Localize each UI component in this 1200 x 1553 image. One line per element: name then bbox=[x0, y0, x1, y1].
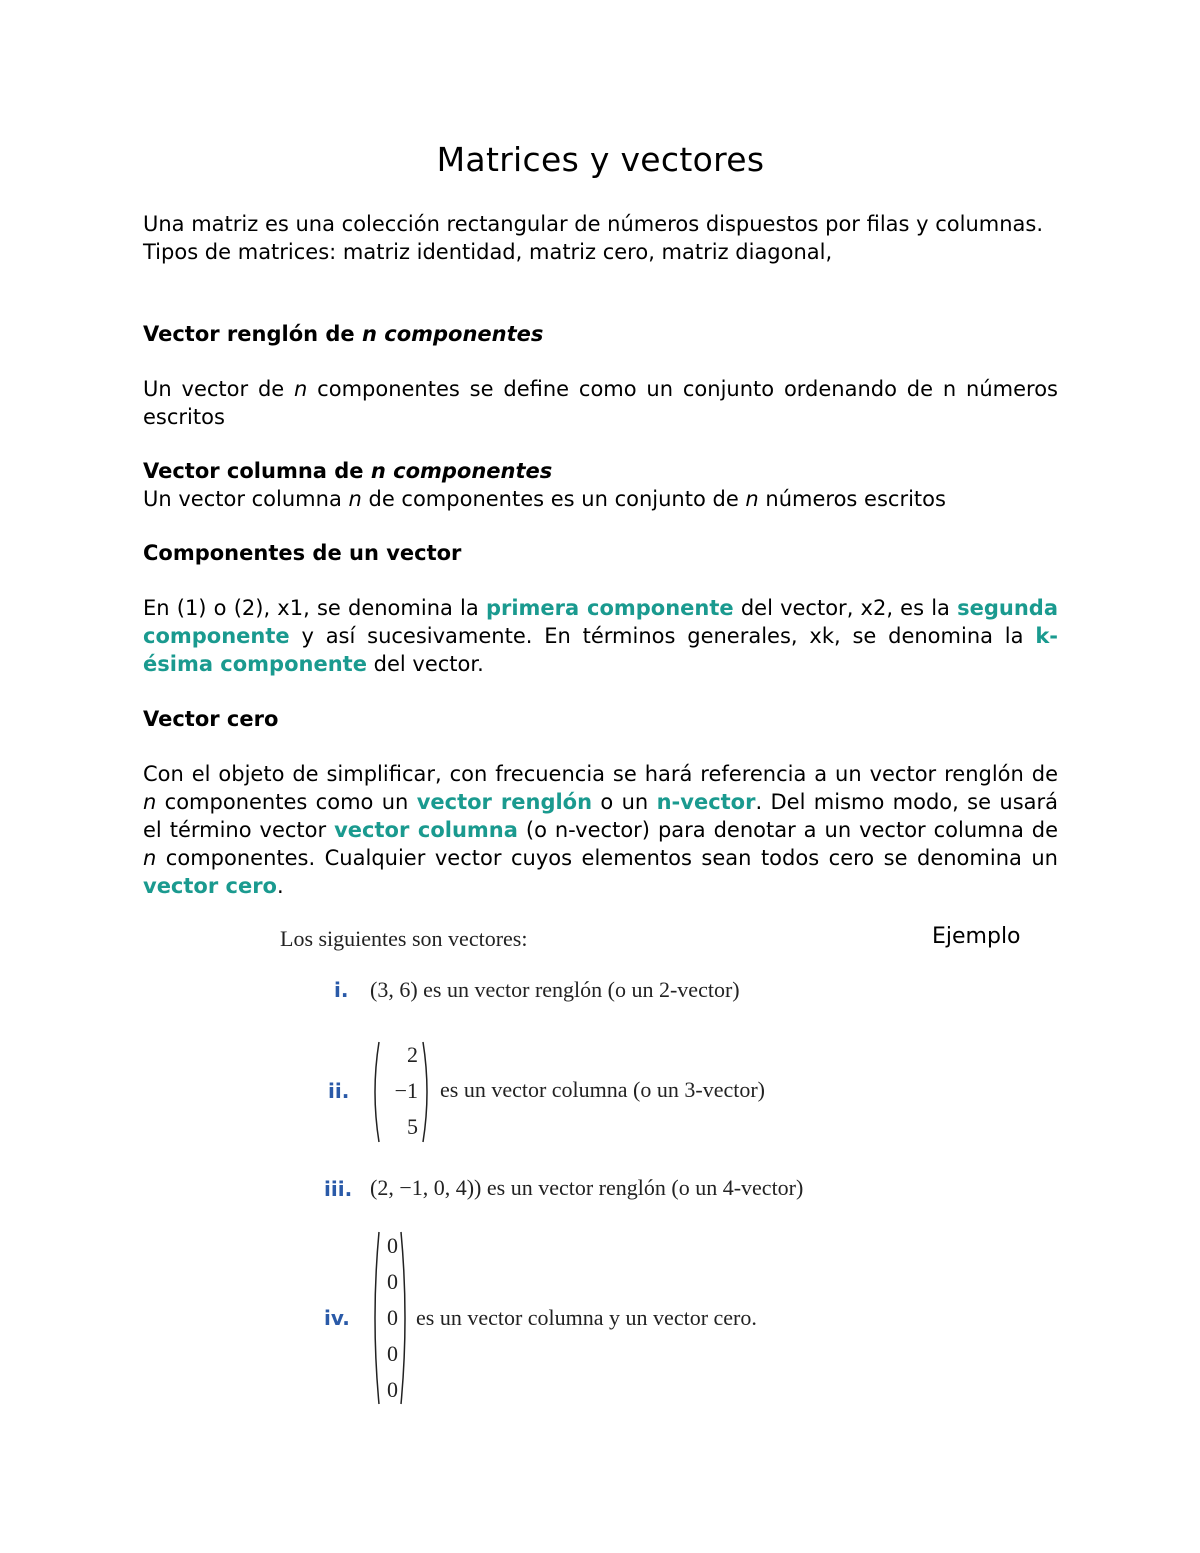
item-text: (2, −1, 0, 4)) es un vector renglón (o un 4-vector) bbox=[370, 1175, 804, 1200]
row-vector-paragraph bbox=[143, 375, 1058, 431]
vector-value: −1 bbox=[394, 1078, 418, 1103]
italic-n: n bbox=[143, 846, 157, 870]
heading-column-vector bbox=[143, 457, 552, 485]
body-text: Un vector de bbox=[143, 377, 295, 401]
heading-text: Vector columna de bbox=[143, 459, 371, 483]
vector-value: 0 bbox=[387, 1305, 398, 1330]
right-paren-icon bbox=[400, 1230, 410, 1406]
body-text: Con el objeto de simplificar, con frecuencia se hará referencia a un vector renglón de bbox=[143, 762, 1058, 786]
intro-line-2: Tipos de matrices: matriz identidad, matriz cero, matriz diagonal, bbox=[143, 240, 833, 264]
column-vector-iv bbox=[370, 1230, 410, 1406]
body-text: . Del mismo modo, se usará el término vector bbox=[143, 790, 1059, 842]
heading-n: n bbox=[370, 459, 386, 483]
vector-value: 0 bbox=[387, 1233, 398, 1258]
body-text: del vector, x2, es la bbox=[733, 596, 958, 620]
body-text: o un bbox=[592, 790, 657, 814]
column-vector-ii bbox=[370, 1040, 432, 1144]
right-paren-icon bbox=[422, 1040, 432, 1144]
intro-line-1: Una matriz es una colección rectangular de números dispuestos por filas y columnas. bbox=[143, 212, 1044, 236]
vector-value: 2 bbox=[407, 1042, 418, 1067]
body-text: En (1) o (2), x1, se denomina la bbox=[143, 596, 486, 620]
body-text: y así sucesivamente. En términos generales, xk, se denomina la bbox=[289, 624, 1036, 648]
page-title: Matrices y vectores bbox=[436, 140, 765, 179]
highlight-term: primera componente bbox=[485, 596, 734, 620]
example-caption: Los siguientes son vectores: bbox=[280, 926, 528, 951]
zero-vector-paragraph bbox=[143, 760, 1058, 900]
heading-text: componentes bbox=[376, 322, 544, 346]
highlight-term: vector renglón bbox=[416, 790, 593, 814]
vector-value: 0 bbox=[387, 1269, 398, 1294]
item-number: iv. bbox=[324, 1306, 350, 1330]
item-number: i. bbox=[334, 978, 349, 1002]
heading-row-vector bbox=[143, 320, 543, 348]
body-text: . bbox=[277, 874, 284, 898]
heading-zero-vector: Vector cero bbox=[143, 707, 279, 731]
heading-components: Componentes de un vector bbox=[143, 541, 462, 565]
body-text: números escritos bbox=[758, 487, 946, 511]
heading-text: componentes bbox=[385, 459, 553, 483]
italic-n: n bbox=[348, 487, 362, 511]
body-text: componentes se define como un conjunto ordenando de n números escritos bbox=[143, 377, 1058, 429]
vector-value: 0 bbox=[387, 1341, 398, 1366]
body-text: (o n-vector) para denotar a un vector columna de bbox=[517, 818, 1059, 842]
column-vector-paragraph bbox=[143, 485, 1058, 513]
body-text: del vector. bbox=[366, 652, 484, 676]
item-number: ii. bbox=[328, 1079, 350, 1103]
components-paragraph bbox=[143, 594, 1058, 678]
heading-n: n bbox=[361, 322, 377, 346]
item-number: iii. bbox=[324, 1177, 353, 1201]
item-text: es un vector columna (o un 3-vector) bbox=[440, 1077, 765, 1102]
highlight-term: vector cero bbox=[143, 874, 277, 898]
highlight-term: segunda componente bbox=[143, 596, 1058, 648]
italic-n: n bbox=[294, 377, 308, 401]
vector-value: 0 bbox=[387, 1377, 398, 1402]
italic-n: n bbox=[143, 790, 157, 814]
italic-n: n bbox=[745, 487, 759, 511]
vector-value: 5 bbox=[407, 1114, 418, 1139]
item-text: (3, 6) es un vector renglón (o un 2-vector) bbox=[370, 977, 740, 1002]
item-text: es un vector columna y un vector cero. bbox=[416, 1305, 757, 1330]
highlight-term: k-ésima componente bbox=[143, 624, 1058, 676]
highlight-term: n-vector bbox=[656, 790, 756, 814]
body-text: componentes. Cualquier vector cuyos elementos sean todos cero se denomina un bbox=[156, 846, 1058, 870]
heading-text: Vector renglón de bbox=[143, 322, 362, 346]
body-text: de componentes es un conjunto de bbox=[361, 487, 746, 511]
intro-paragraph bbox=[143, 210, 1058, 266]
body-text: Un vector columna bbox=[143, 487, 349, 511]
highlight-term: vector columna bbox=[334, 818, 518, 842]
example-label: Ejemplo bbox=[932, 924, 1021, 949]
body-text: componentes como un bbox=[156, 790, 417, 814]
